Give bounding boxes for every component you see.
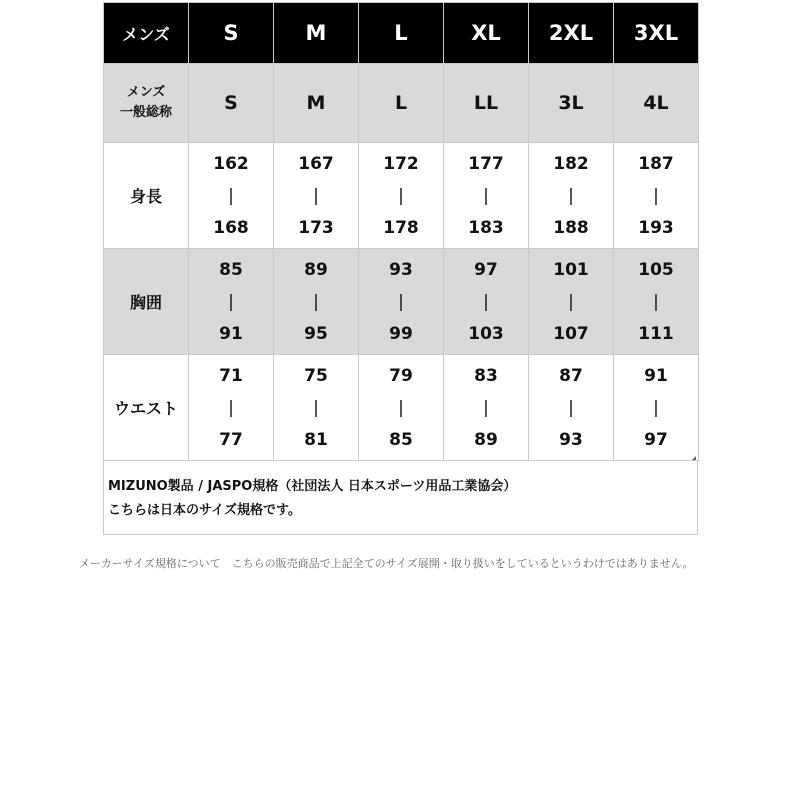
range-max: 99 — [389, 323, 413, 344]
height-row — [104, 143, 699, 249]
range-cell — [529, 143, 614, 249]
range-separator: | — [398, 397, 404, 418]
label-line: 一般総称 — [119, 105, 172, 120]
general-size-cell: 4L — [614, 64, 699, 143]
size-cell: S — [189, 3, 274, 64]
range-min: 162 — [213, 153, 249, 174]
note-line: こちらは日本のサイズ規格です。 — [108, 503, 301, 518]
range-max: 173 — [298, 217, 334, 238]
size-header-row — [104, 3, 699, 64]
range-min: 93 — [389, 259, 413, 280]
waist-row — [104, 355, 699, 461]
footnote: メーカーサイズ規格について こちらの販売商品で上記全てのサイズ展開・取り扱いをしているというわけではありません。 — [79, 557, 694, 570]
range-min: 177 — [468, 153, 504, 174]
range-max: 91 — [219, 323, 243, 344]
row-label: メンズ — [104, 3, 189, 64]
range-cell — [189, 143, 274, 249]
range-min: 167 — [298, 153, 334, 174]
range-min: 97 — [474, 259, 498, 280]
range-cell — [614, 355, 699, 461]
row-label: ウエスト — [104, 355, 189, 461]
range-max: 188 — [553, 217, 589, 238]
range-max: 193 — [638, 217, 674, 238]
range-cell — [359, 143, 444, 249]
general-size-cell: M — [274, 64, 359, 143]
range-separator: | — [228, 291, 234, 312]
range-separator: | — [228, 185, 234, 206]
range-separator: | — [228, 397, 234, 418]
range-max: 183 — [468, 217, 504, 238]
range-min: 71 — [219, 365, 243, 386]
range-separator: | — [483, 397, 489, 418]
label-line: メンズ — [126, 85, 166, 100]
range-min: 182 — [553, 153, 589, 174]
range-cell — [614, 249, 699, 355]
note-line: MIZUNO製品 / JASPO規格（社団法人 日本スポーツ用品工業協会） — [108, 479, 517, 494]
range-max: 178 — [383, 217, 419, 238]
chest-row — [104, 249, 699, 355]
range-separator: | — [568, 185, 574, 206]
size-cell: M — [274, 3, 359, 64]
range-cell — [274, 249, 359, 355]
range-separator: | — [483, 185, 489, 206]
range-max: 85 — [389, 429, 413, 450]
range-separator: | — [653, 397, 659, 418]
range-max: 107 — [553, 323, 589, 344]
range-min: 172 — [383, 153, 419, 174]
range-min: 101 — [553, 259, 589, 280]
size-table — [103, 2, 699, 461]
range-max: 168 — [213, 217, 249, 238]
range-separator: | — [653, 185, 659, 206]
size-cell: 3XL — [614, 3, 699, 64]
size-cell: L — [359, 3, 444, 64]
range-separator: | — [313, 185, 319, 206]
range-separator: | — [483, 291, 489, 312]
range-max: 95 — [304, 323, 328, 344]
range-cell — [444, 143, 529, 249]
size-cell: 2XL — [529, 3, 614, 64]
row-label — [104, 64, 189, 143]
range-cell — [189, 355, 274, 461]
row-label: 胸囲 — [104, 249, 189, 355]
range-separator: | — [653, 291, 659, 312]
range-cell — [359, 355, 444, 461]
range-max: 77 — [219, 429, 243, 450]
size-cell: XL — [444, 3, 529, 64]
range-separator: | — [568, 397, 574, 418]
range-min: 87 — [559, 365, 583, 386]
range-max: 111 — [638, 323, 674, 344]
range-separator: | — [568, 291, 574, 312]
range-min: 85 — [219, 259, 243, 280]
range-separator: | — [313, 291, 319, 312]
range-separator: | — [398, 185, 404, 206]
range-cell — [359, 249, 444, 355]
spec-note — [103, 461, 698, 535]
general-size-cell: 3L — [529, 64, 614, 143]
corner-marker-icon — [692, 456, 696, 460]
range-min: 89 — [304, 259, 328, 280]
general-size-cell: S — [189, 64, 274, 143]
range-min: 75 — [304, 365, 328, 386]
general-size-cell: L — [359, 64, 444, 143]
range-separator: | — [398, 291, 404, 312]
range-cell — [444, 249, 529, 355]
range-cell — [444, 355, 529, 461]
range-min: 187 — [638, 153, 674, 174]
range-min: 91 — [644, 365, 668, 386]
range-cell — [614, 143, 699, 249]
range-max: 97 — [644, 429, 668, 450]
range-min: 105 — [638, 259, 674, 280]
range-cell — [189, 249, 274, 355]
range-min: 83 — [474, 365, 498, 386]
range-min: 79 — [389, 365, 413, 386]
range-max: 81 — [304, 429, 328, 450]
size-chart — [103, 2, 698, 535]
range-cell — [529, 355, 614, 461]
range-max: 93 — [559, 429, 583, 450]
range-cell — [274, 143, 359, 249]
range-max: 103 — [468, 323, 504, 344]
range-separator: | — [313, 397, 319, 418]
general-size-cell: LL — [444, 64, 529, 143]
row-label: 身長 — [104, 143, 189, 249]
range-max: 89 — [474, 429, 498, 450]
range-cell — [274, 355, 359, 461]
general-size-row — [104, 64, 699, 143]
range-cell — [529, 249, 614, 355]
